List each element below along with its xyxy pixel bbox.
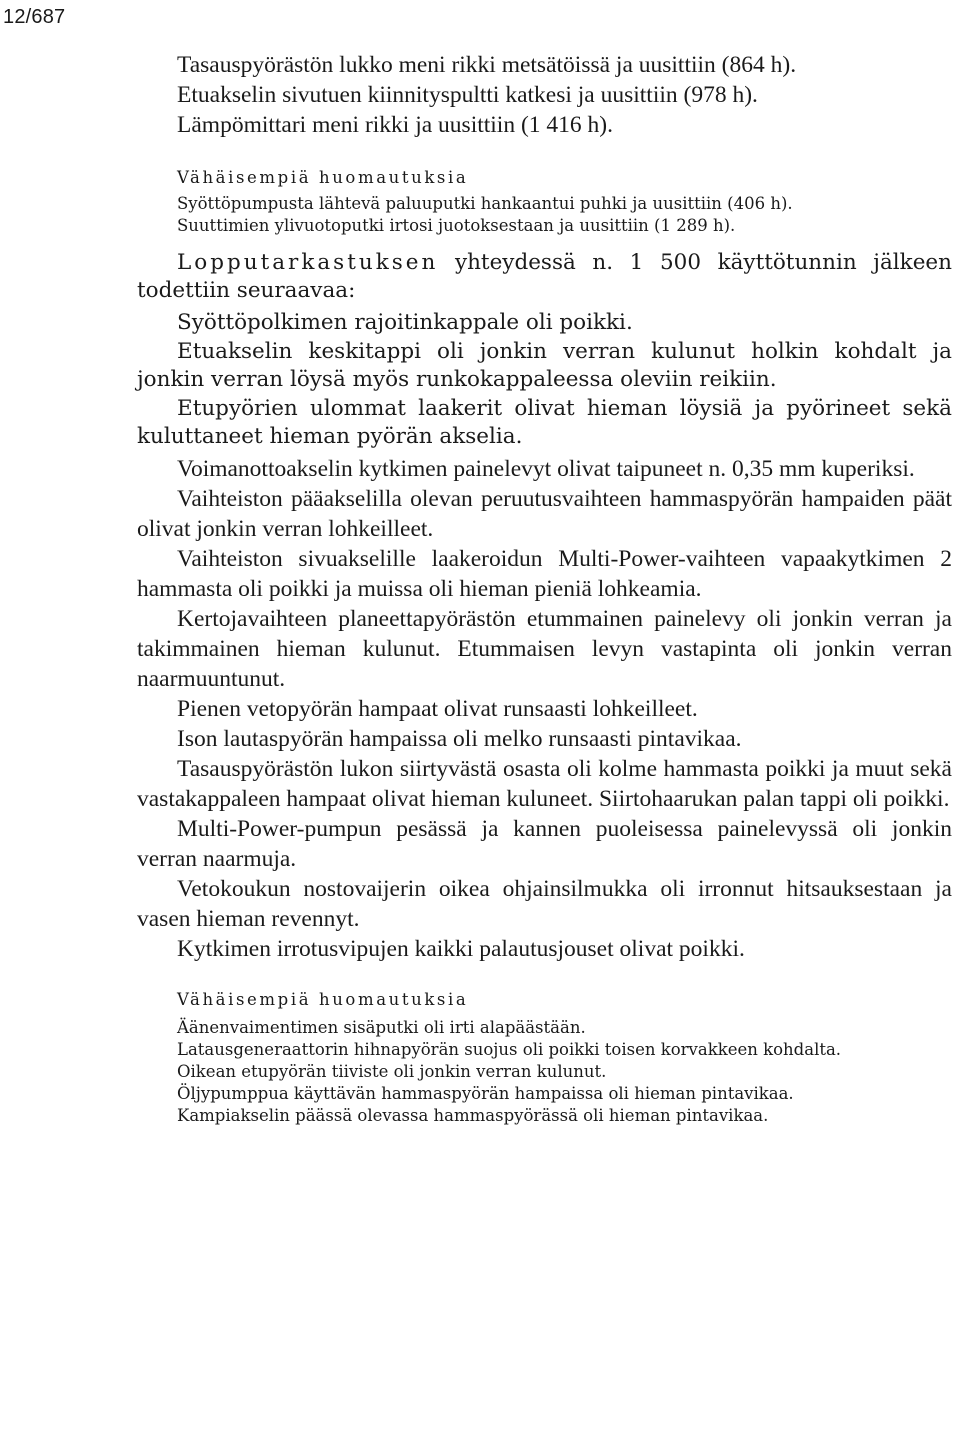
minor-remarks-list bbox=[137, 1017, 952, 1127]
final-inspection-label: Lopputarkastuksen bbox=[177, 250, 439, 275]
minor-remarks-list bbox=[137, 193, 952, 237]
list-item: Syöttöpumpusta lähtevä paluuputki hankaantui puhki ja uusittiin (406 h). bbox=[177, 194, 793, 213]
section-heading: Vähäisempiä huomautuksia bbox=[177, 989, 469, 1009]
paragraph: Etupyörien ulommat laakerit olivat hieman löysiä ja pyörineet sekä kuluttaneet hieman pyörän akselia. bbox=[137, 395, 952, 449]
paragraph: Multi-Power-pumpun pesässä ja kannen puoleisessa painelevyssä oli jonkin verran naarmuja. bbox=[137, 815, 952, 872]
paragraph: Lämpömittari meni rikki ja uusittiin (1 416 h). bbox=[177, 112, 613, 138]
intro-section bbox=[137, 50, 952, 140]
page-number: 12/687 bbox=[3, 6, 66, 28]
list-item: Latausgeneraattorin hihnapyörän suojus oli poikki toisen korvakkeen kohdalta. bbox=[177, 1039, 842, 1059]
section-heading: Vähäisempiä huomautuksia bbox=[177, 168, 469, 187]
final-inspection-intro bbox=[137, 249, 952, 305]
list-item: Äänenvaimentimen sisäputki oli irti alapäästään. bbox=[177, 1017, 586, 1037]
paragraph: Tasauspyörästön lukko meni rikki metsätöissä ja uusittiin (864 h). bbox=[177, 52, 797, 78]
paragraph: Etuakselin keskitappi oli jonkin verran kulunut holkin kohdalt ja jonkin verran löysä myös runkokappaleessa oleviin reikiin. bbox=[137, 338, 952, 392]
final-inspection-section bbox=[137, 249, 952, 452]
paragraph: Vaihteiston pääakselilla olevan peruutusvaihteen hammaspyörän hampaiden päät olivat jonkin verran lohkeilleet. bbox=[137, 485, 952, 542]
list-item: Kampiakselin päässä olevassa hammaspyörässä oli hieman pintavikaa. bbox=[177, 1105, 769, 1125]
paragraph: Vaihteiston sivuakselille laakeroidun Multi-Power-vaihteen vapaakytkimen 2 hammasta oli poikki ja muissa oli hieman pieniä lohkeamia. bbox=[137, 545, 952, 602]
paragraph: Etuakselin sivutuen kiinnityspultti katkesi ja uusittiin (978 h). bbox=[177, 82, 758, 108]
document-body bbox=[137, 50, 952, 1127]
final-inspection-text: yhteydessä n. 1 500 käyttötunnin jälkeen todettiin seuraavaa: bbox=[137, 250, 952, 303]
paragraph: Ison lautaspyörän hampaissa oli melko runsaasti pintavikaa. bbox=[177, 725, 742, 752]
paragraph: Syöttöpolkimen rajoitinkappale oli poikki. bbox=[177, 310, 633, 335]
paragraph: Pienen vetopyörän hampaat olivat runsaasti lohkeilleet. bbox=[177, 695, 698, 722]
list-item: Öljypumppua käyttävän hammaspyörän hampaissa oli hieman pintavikaa. bbox=[177, 1083, 794, 1103]
paragraph: Kertojavaihteen planeettapyörästön etummainen painelevy oli jonkin verran ja takimmainen hieman kulunut. Etummaisen levyn vastapinta oli jonkin verran naarmuuntunut. bbox=[137, 605, 952, 692]
paragraph: Tasauspyörästön lukon siirtyvästä osasta oli kolme hammasta poikki ja muut sekä vastakappaleen hampaat olivat hieman kuluneet. Siirtohaarukan palan tappi oli poikki. bbox=[137, 755, 952, 812]
list-item: Suuttimien ylivuotoputki irtosi juotoksestaan ja uusittiin (1 289 h). bbox=[177, 216, 736, 235]
findings-section bbox=[137, 454, 952, 964]
paragraph: Kytkimen irrotusvipujen kaikki palautusjouset olivat poikki. bbox=[177, 935, 745, 962]
list-item: Oikean etupyörän tiiviste oli jonkin verran kulunut. bbox=[177, 1061, 607, 1081]
paragraph: Vetokoukun nostovaijerin oikea ohjainsilmukka oli irronnut hitsauksestaan ja vasen hieman revennyt. bbox=[137, 875, 952, 932]
paragraph: Voimanottoakselin kytkimen painelevyt olivat taipuneet n. 0,35 mm kuperiksi. bbox=[177, 455, 915, 482]
